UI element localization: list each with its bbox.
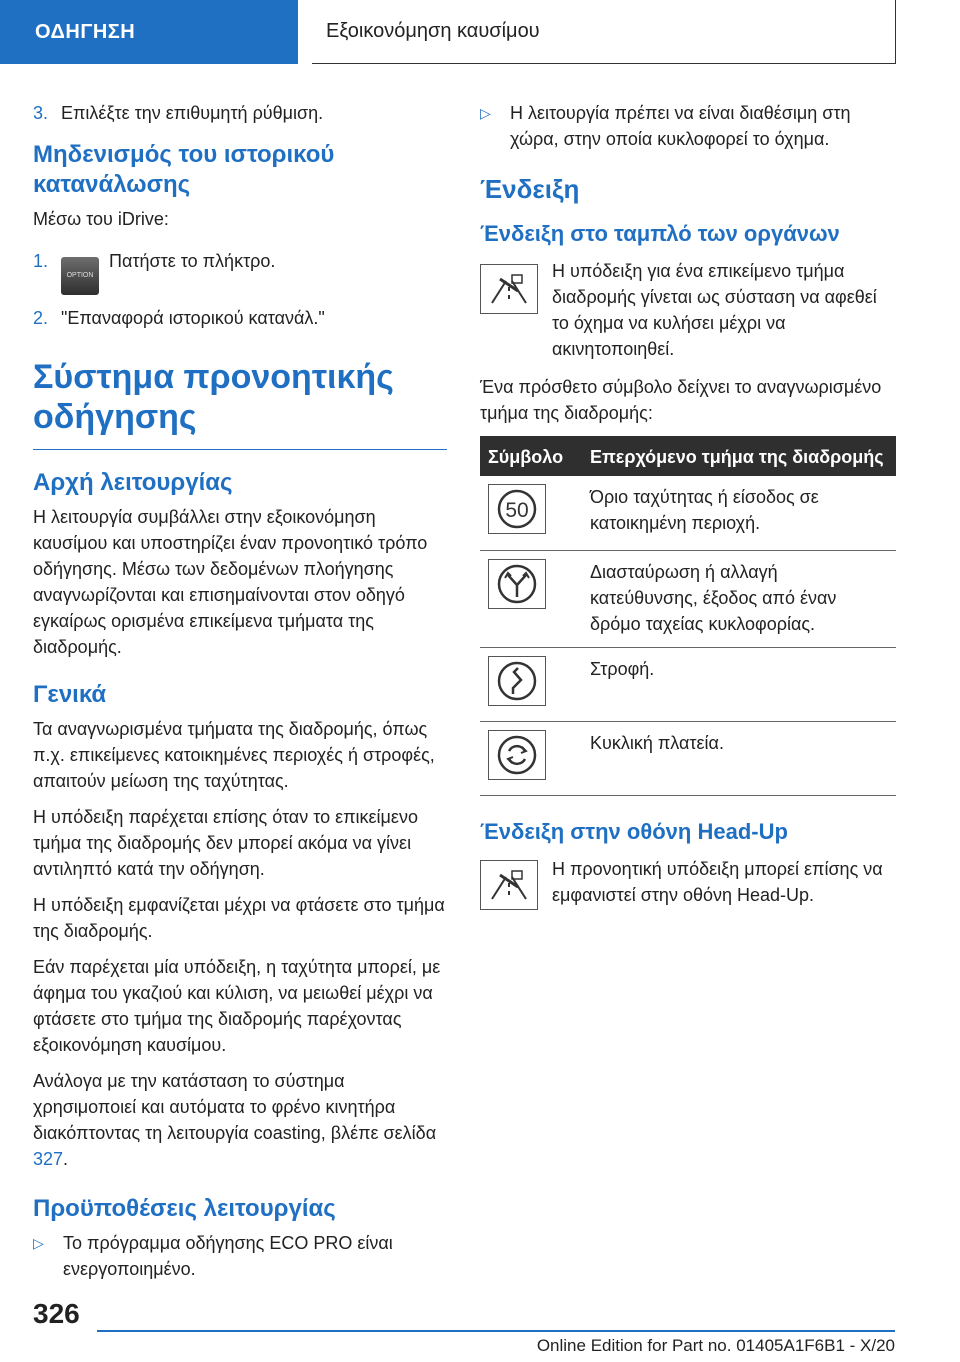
hud-heading: Ένδειξη στην οθόνη Head-Up: [480, 818, 788, 844]
step-number: 1.: [33, 251, 49, 271]
triangle-bullet-icon: ▷: [33, 1235, 44, 1251]
junction-icon: [488, 559, 546, 609]
general-heading: Γενικά: [33, 681, 107, 708]
option-button-icon: OPTION: [61, 257, 99, 295]
curve-icon: [488, 656, 546, 706]
chapter-header: [312, 0, 896, 64]
prerequisites-heading: Προϋποθέσεις λειτουργίας: [33, 1195, 336, 1222]
table-row: [480, 721, 896, 795]
hud-text: Η προνοητική υπόδειξη μπορεί επίσης να εμφανιστεί στην οθόνη Head-Up.: [552, 858, 883, 905]
list-item: [480, 100, 896, 152]
table-cell: [480, 476, 582, 550]
table-cell: Όριο ταχύτητας ή είσοδος σε κατοικημένη περιοχή.: [582, 476, 896, 550]
hud-indication: [480, 856, 896, 910]
step-text: "Επαναφορά ιστορικού κατανάλ.": [61, 308, 325, 328]
left-column: [33, 100, 447, 1292]
cluster-text: Η υπόδειξη για ένα επικείμενο τμήμα διαδρομής γίνεται ως σύσταση να αφεθεί το όχημα να κυλήσει μέχρι να ακινητοποιηθεί.: [552, 261, 877, 359]
speed-limit-50-icon: [488, 484, 546, 534]
step-number: 3.: [33, 103, 49, 123]
step-text: Πατήστε το πλήκτρο.: [109, 251, 276, 271]
svg-text:50: 50: [505, 499, 529, 522]
cluster-indication: [480, 258, 896, 362]
system-heading: Σύστημα προνοητικής οδήγησης: [33, 358, 394, 436]
general-paragraph: Ανάλογα με την κατάσταση το σύστημα χρησιμοποιεί και αυτόματα το φρένο κινητήρα διακόπτοντας τη λειτουργία coasting, βλέπε σελίδα 327.: [33, 1071, 437, 1169]
section-tab: [0, 0, 298, 64]
general-paragraph: Η υπόδειξη παρέχεται επίσης όταν το επικείμενο τμήμα της διαδρομής δεν μπορεί ακόμα να γίνει αντιληπτό κατά την οδήγηση.: [33, 807, 418, 879]
page-link[interactable]: 327: [33, 1149, 64, 1169]
general-paragraph: Εάν παρέχεται μία υπόδειξη, η ταχύτητα μπορεί, με άφημα του γκαζιού και κύλιση, να μειωθεί μέχρι να φτάσετε στο τμήμα της διαδρομής παρέχοντας εξοικονόμηση καυσίμου.: [33, 957, 441, 1055]
table-cell: [480, 721, 582, 795]
table-cell: Διασταύρωση ή αλλαγή κατεύθυνσης, έξοδος από έναν δρόμο ταχείας κυκλοφορίας.: [582, 550, 896, 647]
step-number: 2.: [33, 308, 49, 328]
step-item: [33, 248, 447, 295]
triangle-bullet-icon: ▷: [480, 105, 491, 121]
step-item: [33, 100, 447, 126]
chapter-title: Εξοικονόμηση καυσίμου: [326, 20, 540, 42]
reset-history-heading: Μηδενισμός του ιστορικού κατανάλωσης: [33, 141, 335, 198]
table-cell: [480, 647, 582, 721]
coasting-hint-icon: [480, 860, 538, 910]
list-item: [33, 1230, 447, 1282]
general-paragraph: Η υπόδειξη εμφανίζεται μέχρι να φτάσετε στο τμήμα της διαδρομής.: [33, 895, 445, 941]
table-row: [480, 476, 896, 550]
right-column: [480, 100, 896, 910]
list-item-text: Η λειτουργία πρέπει να είναι διαθέσιμη στη χώρα, στην οποία κυκλοφορεί το όχημα.: [510, 103, 851, 149]
table-cell: Στροφή.: [582, 647, 896, 721]
principle-text: Η λειτουργία συμβάλλει στην εξοικονόμηση καυσίμου και υποστηρίζει έναν προνοητικό τρόπο οδήγησης. Μέσω των δεδομένων πλοήγησης αναγνωρίζονται και επισημαίνονται στον οδηγό εγκαίρως ορισμένα επικείμενα τμήματα της διαδρομής.: [33, 507, 428, 657]
table-row: [480, 550, 896, 647]
section-title: ΟΔΗΓΗΣΗ: [35, 20, 136, 43]
table-cell: [480, 550, 582, 647]
cluster-heading: Ένδειξη στο ταμπλό των οργάνων: [480, 221, 840, 246]
step-text: Επιλέξτε την επιθυμητή ρύθμιση.: [61, 103, 324, 123]
heading-rule: [33, 449, 447, 450]
general-paragraph: Τα αναγνωρισμένα τμήματα της διαδρομής, όπως π.χ. επικείμενες κατοικημένες περιοχές ή στροφές, απαιτούν μείωση της ταχύτητας.: [33, 719, 435, 791]
symbol-intro: Ένα πρόσθετο σύμβολο δείχνει το αναγνωρισμένο τμήμα της διαδρομής:: [480, 377, 882, 423]
table-cell: Κυκλική πλατεία.: [582, 721, 896, 795]
list-item-text: Το πρόγραμμα οδήγησης ECO PRO είναι ενεργοποιημένο.: [63, 1233, 393, 1279]
table-row: [480, 647, 896, 721]
table-header-cell: Σύμβολο: [480, 436, 582, 476]
page-number: 326: [33, 1298, 80, 1329]
edition-text: Online Edition for Part no. 01405A1F6B1 - X/20: [536, 1336, 895, 1355]
coasting-hint-icon: [480, 264, 538, 314]
table-header-row: [480, 436, 896, 476]
principle-heading: Αρχή λειτουργίας: [33, 469, 233, 496]
roundabout-icon: [488, 730, 546, 780]
reset-intro: Μέσω του iDrive:: [33, 209, 169, 229]
step-item: [33, 305, 447, 331]
footer-rule: [97, 1330, 895, 1332]
indication-heading: Ένδειξη: [480, 174, 580, 204]
table-header-cell: Επερχόμενο τμήμα της διαδρομής: [582, 436, 896, 476]
symbol-table: [480, 436, 896, 796]
